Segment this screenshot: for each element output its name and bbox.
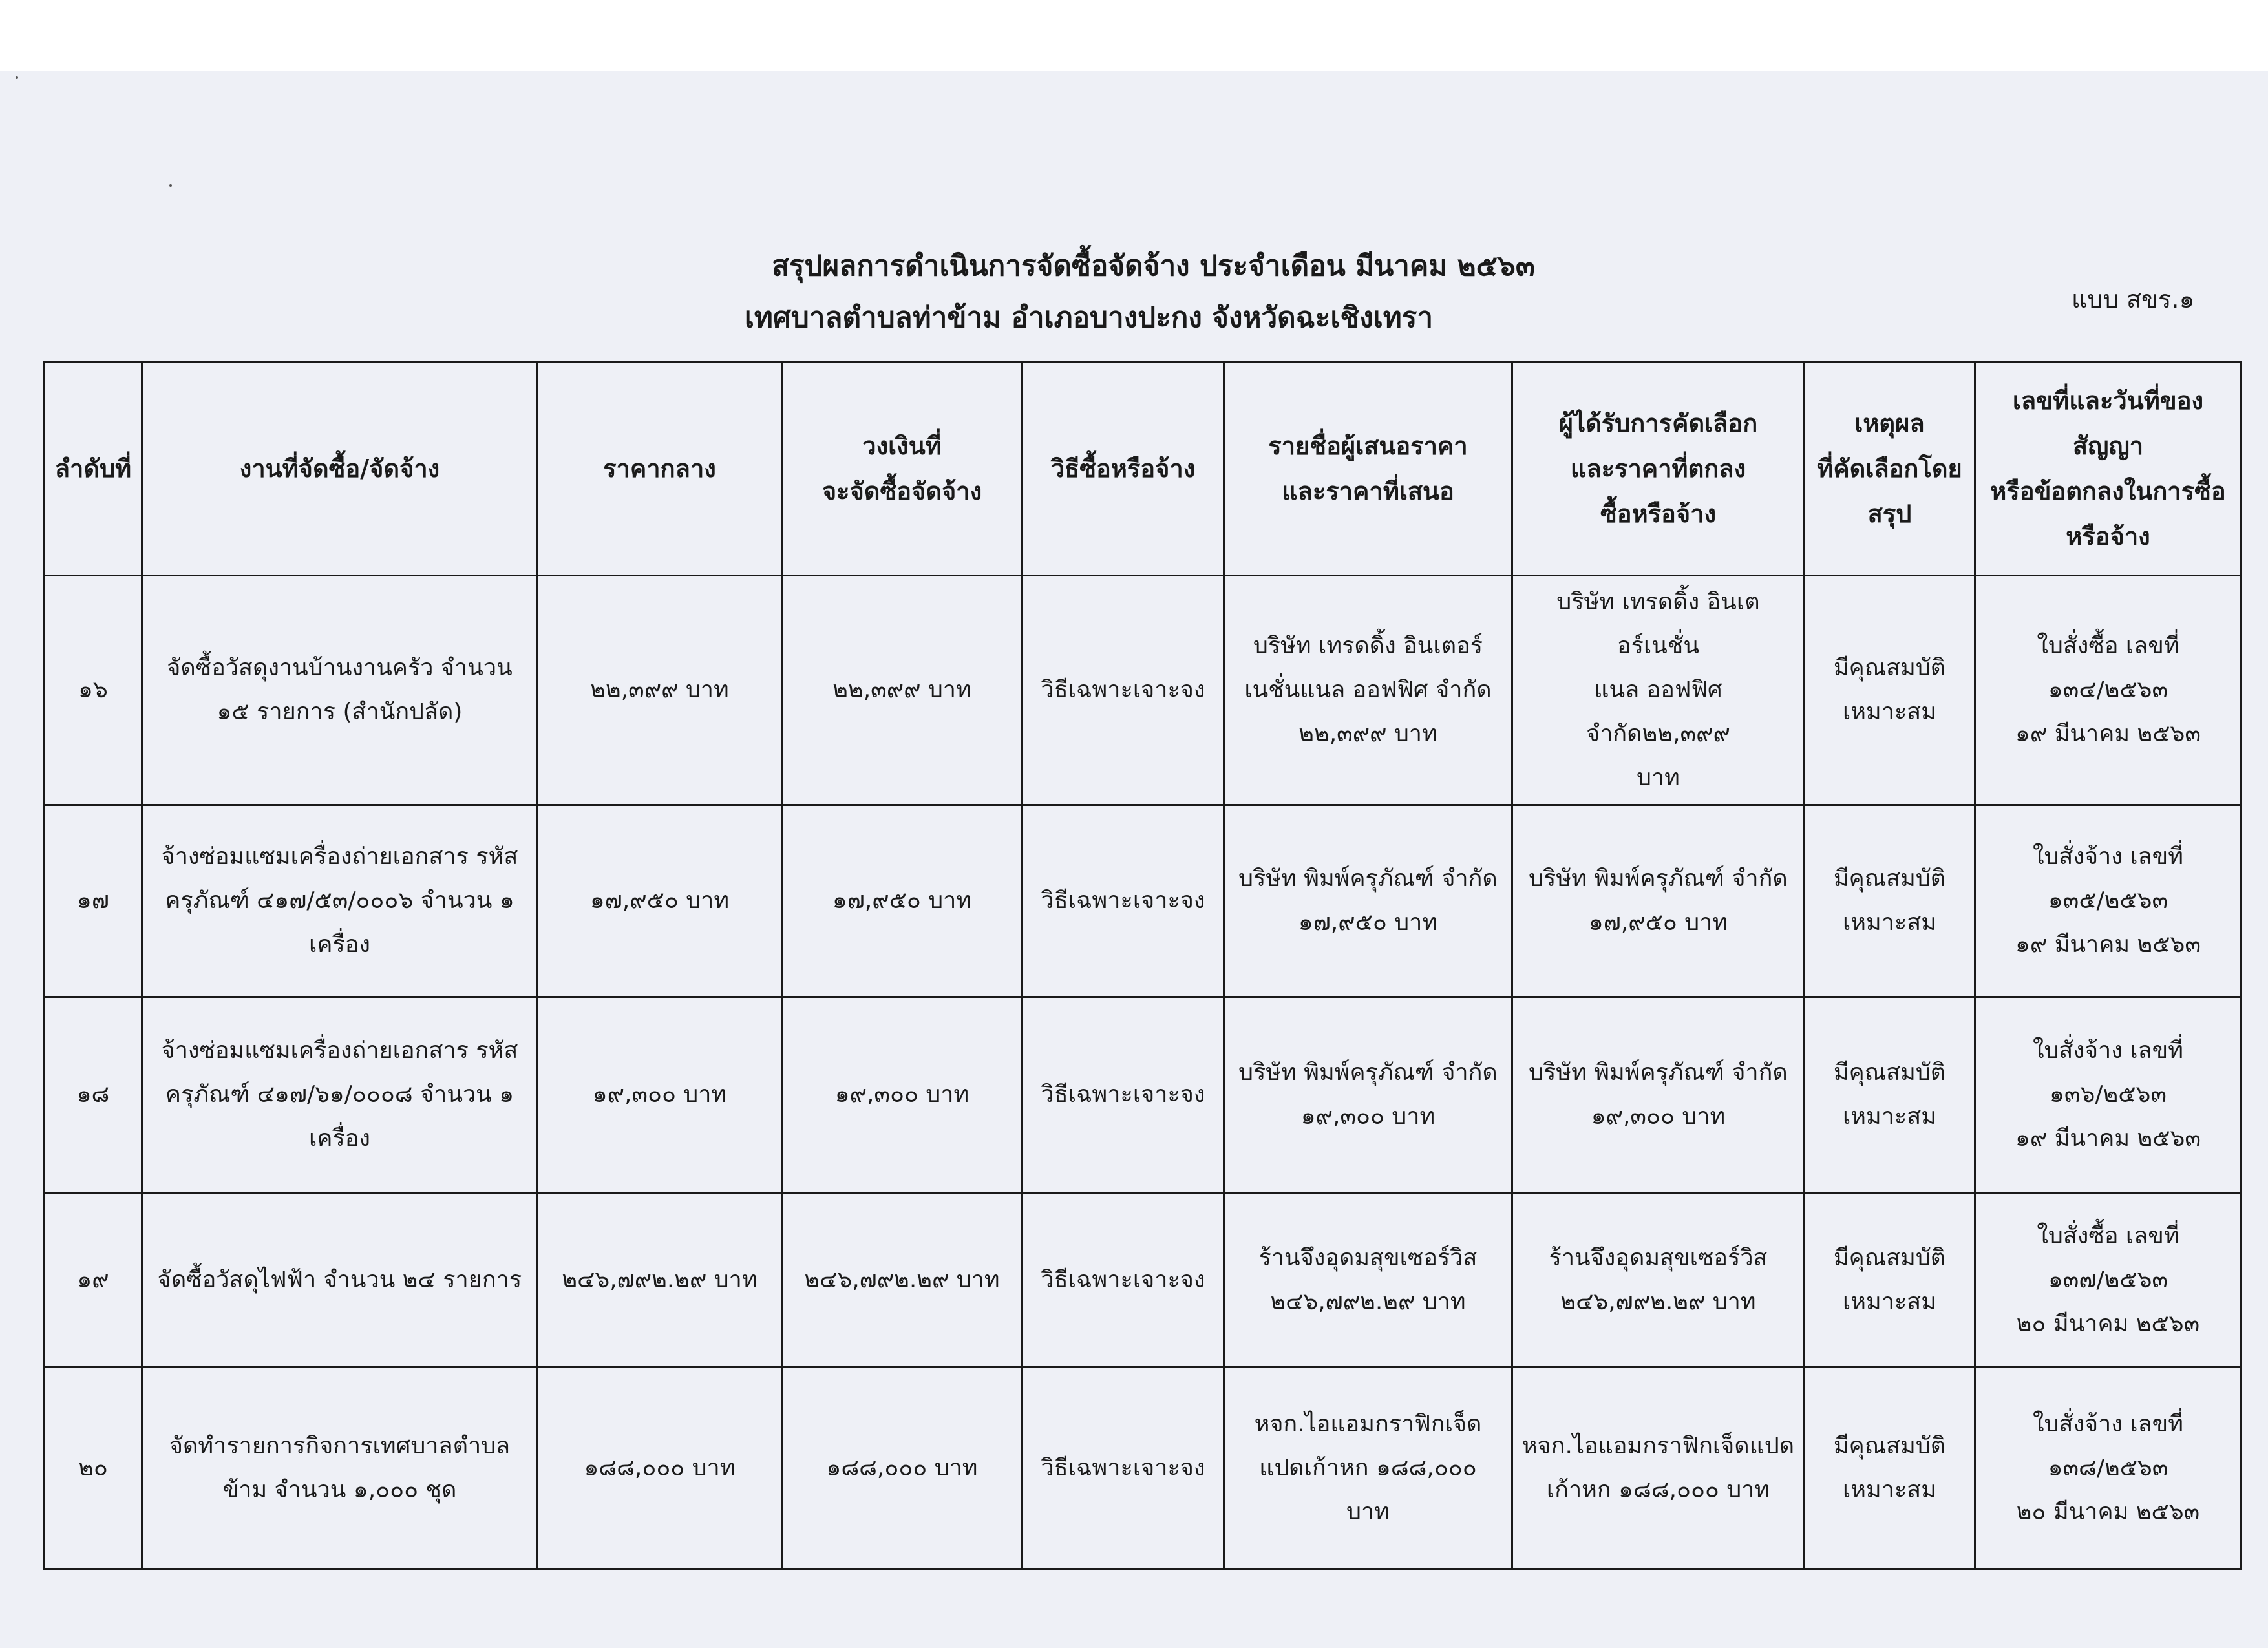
cell-method: วิธีเฉพาะเจาะจง — [1023, 805, 1224, 997]
cell-contract-line: ๑๓๗/๒๕๖๓ — [2048, 1266, 2168, 1293]
header-col-item — [142, 362, 538, 576]
cell-item-line: เครื่อง — [309, 1125, 370, 1152]
cell-selected-line: ๑๗,๙๕๐ บาท — [1588, 909, 1728, 936]
header-label: ราคากลาง — [603, 454, 716, 483]
cell-selected-line: แนล ออฟฟิศ จำกัด๒๒,๓๙๙ — [1586, 677, 1730, 747]
cell-bidders-line: บาท — [1346, 1498, 1390, 1525]
cell-contract-line: ๑๓๔/๒๕๖๓ — [2048, 677, 2168, 703]
header-label: ซื้อหรือจ้าง — [1600, 500, 1717, 528]
cell-reason — [1805, 805, 1975, 997]
header-col-reason — [1805, 362, 1975, 576]
cell-selected-line: บริษัท พิมพ์ครุภัณฑ์ จำกัด — [1529, 865, 1788, 892]
cell-item-line: เครื่อง — [309, 931, 370, 958]
cell-budget: ๑๗,๙๕๐ บาท — [782, 805, 1023, 997]
table-row — [45, 576, 2242, 805]
form-code: แบบ สขร.๑ — [2072, 285, 2195, 313]
table-row — [45, 1368, 2242, 1569]
cell-method: วิธีเฉพาะเจาะจง — [1023, 997, 1224, 1193]
document-title: สรุปผลการดำเนินการจัดซื้อจัดจ้าง ประจำเดือน มีนาคม ๒๕๖๓ — [772, 249, 1535, 282]
cell-item-line: จ้างซ่อมแซมเครื่องถ่ายเอกสาร รหัส — [161, 843, 518, 870]
cell-reason — [1805, 997, 1975, 1193]
cell-selected-line: หจก.ไอแอมกราฟิกเจ็ดแปด — [1521, 1432, 1795, 1459]
cell-contract-line: ๑๓๕/๒๕๖๓ — [2048, 887, 2168, 914]
cell-budget: ๑๙,๓๐๐ บาท — [782, 997, 1023, 1193]
cell-selected-line: เก้าหก ๑๘๘,๐๐๐ บาท — [1546, 1476, 1770, 1503]
cell-item — [142, 805, 538, 997]
cell-item — [142, 576, 538, 805]
cell-reason-line: เหมาะสม — [1842, 699, 1937, 725]
cell-budget: ๑๘๘,๐๐๐ บาท — [782, 1368, 1023, 1569]
cell-contract-line: ใบสั่งจ้าง เลขที่ — [2032, 843, 2183, 870]
cell-reason-line: เหมาะสม — [1842, 909, 1937, 936]
cell-bidders-line: บริษัท เทรดดิ้ง อินเตอร์ — [1253, 633, 1483, 659]
cell-reason-line: เหมาะสม — [1842, 1288, 1937, 1315]
cell-bidders-line: บริษัท พิมพ์ครุภัณฑ์ จำกัด — [1238, 865, 1498, 892]
cell-bidders-line: ๑๙,๓๐๐ บาท — [1300, 1103, 1436, 1130]
table-row — [45, 1193, 2242, 1368]
cell-selected-line: ๑๙,๓๐๐ บาท — [1591, 1103, 1726, 1130]
cell-item-line: จ้างซ่อมแซมเครื่องถ่ายเอกสาร รหัส — [161, 1037, 518, 1064]
header-col-budget — [782, 362, 1023, 576]
header-col-selected — [1512, 362, 1805, 576]
header-label: หรือข้อตกลงในการซื้อ — [1990, 477, 2226, 505]
header-label: วิธีซื้อหรือจ้าง — [1050, 454, 1196, 483]
cell-contract-line: ๑๙ มีนาคม ๒๕๖๓ — [2015, 1125, 2201, 1152]
cell-no: ๑๘ — [45, 997, 142, 1193]
cell-contract-line: ๑๓๖/๒๕๖๓ — [2050, 1081, 2167, 1108]
cell-contract — [1975, 805, 2242, 997]
cell-item-line: จัดซื้อวัสดุงานบ้านงานครัว จำนวน — [167, 655, 513, 681]
cell-bidders — [1224, 805, 1512, 997]
cell-bidders-line: ร้านจึงอุดมสุขเซอร์วิส — [1258, 1244, 1478, 1271]
cell-item — [142, 997, 538, 1193]
procurement-summary-table — [43, 361, 2242, 1570]
cell-no: ๑๗ — [45, 805, 142, 997]
cell-selected — [1512, 805, 1805, 997]
cell-bidders — [1224, 1193, 1512, 1368]
cell-item-line: จัดทำรายการกิจการเทศบาลตำบล — [169, 1432, 511, 1459]
cell-median-price: ๒๒,๓๙๙ บาท — [538, 576, 782, 805]
cell-contract-line: ใบสั่งซื้อ เลขที่ — [2037, 1222, 2179, 1249]
header-label: และราคาที่เสนอ — [1282, 477, 1454, 505]
cell-contract-line: ๒๐ มีนาคม ๒๕๖๓ — [2016, 1498, 2200, 1525]
header-label: จะจัดซื้อจัดจ้าง — [821, 477, 982, 505]
cell-item — [142, 1368, 538, 1569]
header-label: งานที่จัดซื้อ/จัดจ้าง — [239, 454, 440, 483]
header-label: ลำดับที่ — [54, 454, 132, 483]
header-label: ที่คัดเลือกโดย — [1817, 454, 1962, 483]
cell-median-price: ๑๙,๓๐๐ บาท — [538, 997, 782, 1193]
cell-contract-line: ๑๙ มีนาคม ๒๕๖๓ — [2015, 931, 2201, 958]
cell-bidders-line: แปดเก้าหก ๑๘๘,๐๐๐ — [1259, 1454, 1477, 1481]
cell-no: ๑๖ — [45, 576, 142, 805]
cell-reason-line: เหมาะสม — [1842, 1103, 1937, 1130]
table-row — [45, 997, 2242, 1193]
cell-reason — [1805, 576, 1975, 805]
cell-bidders-line: ๑๗,๙๕๐ บาท — [1298, 909, 1438, 936]
scan-speck — [169, 184, 172, 187]
cell-reason-line: เหมาะสม — [1842, 1476, 1937, 1503]
header-label: รายชื่อผู้เสนอราคา — [1268, 432, 1468, 460]
cell-bidders — [1224, 576, 1512, 805]
cell-bidders — [1224, 1368, 1512, 1569]
cell-method: วิธีเฉพาะเจาะจง — [1023, 1193, 1224, 1368]
cell-bidders-line: เนชั่นแนล ออฟฟิศ จำกัด — [1244, 677, 1492, 703]
header-label: วงเงินที่ — [862, 432, 942, 460]
cell-bidders-line: บริษัท พิมพ์ครุภัณฑ์ จำกัด — [1238, 1059, 1498, 1086]
cell-selected — [1512, 997, 1805, 1193]
header-label: เหตุผล — [1854, 409, 1925, 438]
cell-selected-line: บาท — [1637, 765, 1680, 791]
cell-selected — [1512, 1368, 1805, 1569]
cell-selected-line: บริษัท เทรดดิ้ง อินเตอร์เนชั่น — [1556, 589, 1760, 659]
cell-selected-line: บริษัท พิมพ์ครุภัณฑ์ จำกัด — [1529, 1059, 1788, 1086]
cell-contract-line: ๒๐ มีนาคม ๒๕๖๓ — [2016, 1310, 2200, 1337]
cell-contract — [1975, 997, 2242, 1193]
header-col-bidders — [1224, 362, 1512, 576]
cell-reason — [1805, 1193, 1975, 1368]
cell-item-line: จัดซื้อวัสดุไฟฟ้า จำนวน ๒๔ รายการ — [157, 1266, 522, 1293]
cell-contract — [1975, 1368, 2242, 1569]
cell-method: วิธีเฉพาะเจาะจง — [1023, 1368, 1224, 1569]
cell-method: วิธีเฉพาะเจาะจง — [1023, 576, 1224, 805]
cell-reason-line: มีคุณสมบัติ — [1833, 655, 1946, 681]
cell-item-line: ๑๕ รายการ (สำนักปลัด) — [217, 699, 463, 725]
cell-budget: ๒๔๖,๗๙๒.๒๙ บาท — [782, 1193, 1023, 1368]
cell-bidders-line: หจก.ไอแอมกราฟิกเจ็ด — [1254, 1410, 1482, 1437]
cell-bidders-line: ๒๔๖,๗๙๒.๒๙ บาท — [1270, 1288, 1466, 1315]
header-label: สรุป — [1867, 500, 1912, 528]
document-subtitle: เทศบาลตำบลท่าข้าม อำเภอบางปะกง จังหวัดฉะเชิงเทรา — [744, 301, 1434, 334]
cell-selected — [1512, 1193, 1805, 1368]
header-col-method — [1023, 362, 1224, 576]
header-label: ผู้ได้รับการคัดเลือก — [1558, 409, 1758, 438]
cell-contract-line: ๑๙ มีนาคม ๒๕๖๓ — [2015, 721, 2201, 747]
table-row — [45, 805, 2242, 997]
scan-speck — [16, 76, 18, 79]
cell-item-line: ข้าม จำนวน ๑,๐๐๐ ชุด — [222, 1476, 457, 1503]
table-header-row — [45, 362, 2242, 576]
cell-no: ๑๙ — [45, 1193, 142, 1368]
cell-item — [142, 1193, 538, 1368]
cell-reason-line: มีคุณสมบัติ — [1833, 1059, 1946, 1086]
cell-item-line: ครุภัณฑ์ ๔๑๗/๕๓/๐๐๐๖ จำนวน ๑ — [165, 887, 514, 914]
cell-item-line: ครุภัณฑ์ ๔๑๗/๖๑/๐๐๐๘ จำนวน ๑ — [165, 1081, 514, 1108]
cell-contract — [1975, 576, 2242, 805]
header-label: หรือจ้าง — [2066, 522, 2150, 551]
cell-median-price: ๑๗,๙๕๐ บาท — [538, 805, 782, 997]
cell-contract-line: ใบสั่งซื้อ เลขที่ — [2037, 633, 2179, 659]
header-col-median-price — [538, 362, 782, 576]
cell-contract-line: ๑๓๘/๒๕๖๓ — [2048, 1454, 2168, 1481]
header-label: เลขที่และวันที่ของสัญญา — [2012, 386, 2204, 460]
cell-reason-line: มีคุณสมบัติ — [1833, 1432, 1946, 1459]
cell-reason-line: มีคุณสมบัติ — [1833, 865, 1946, 892]
cell-bidders-line: ๒๒,๓๙๙ บาท — [1298, 721, 1437, 747]
cell-reason — [1805, 1368, 1975, 1569]
cell-median-price: ๒๔๖,๗๙๒.๒๙ บาท — [538, 1193, 782, 1368]
cell-contract-line: ใบสั่งจ้าง เลขที่ — [2032, 1037, 2183, 1064]
cell-budget: ๒๒,๓๙๙ บาท — [782, 576, 1023, 805]
header-label: และราคาที่ตกลง — [1570, 454, 1746, 483]
cell-contract — [1975, 1193, 2242, 1368]
cell-contract-line: ใบสั่งจ้าง เลขที่ — [2032, 1410, 2183, 1437]
cell-selected-line: ร้านจึงอุดมสุขเซอร์วิส — [1549, 1244, 1768, 1271]
header-col-contract — [1975, 362, 2242, 576]
header-col-no — [45, 362, 142, 576]
cell-selected — [1512, 576, 1805, 805]
cell-bidders — [1224, 997, 1512, 1193]
cell-no: ๒๐ — [45, 1368, 142, 1569]
cell-reason-line: มีคุณสมบัติ — [1833, 1244, 1946, 1271]
cell-median-price: ๑๘๘,๐๐๐ บาท — [538, 1368, 782, 1569]
cell-selected-line: ๒๔๖,๗๙๒.๒๙ บาท — [1560, 1288, 1756, 1315]
